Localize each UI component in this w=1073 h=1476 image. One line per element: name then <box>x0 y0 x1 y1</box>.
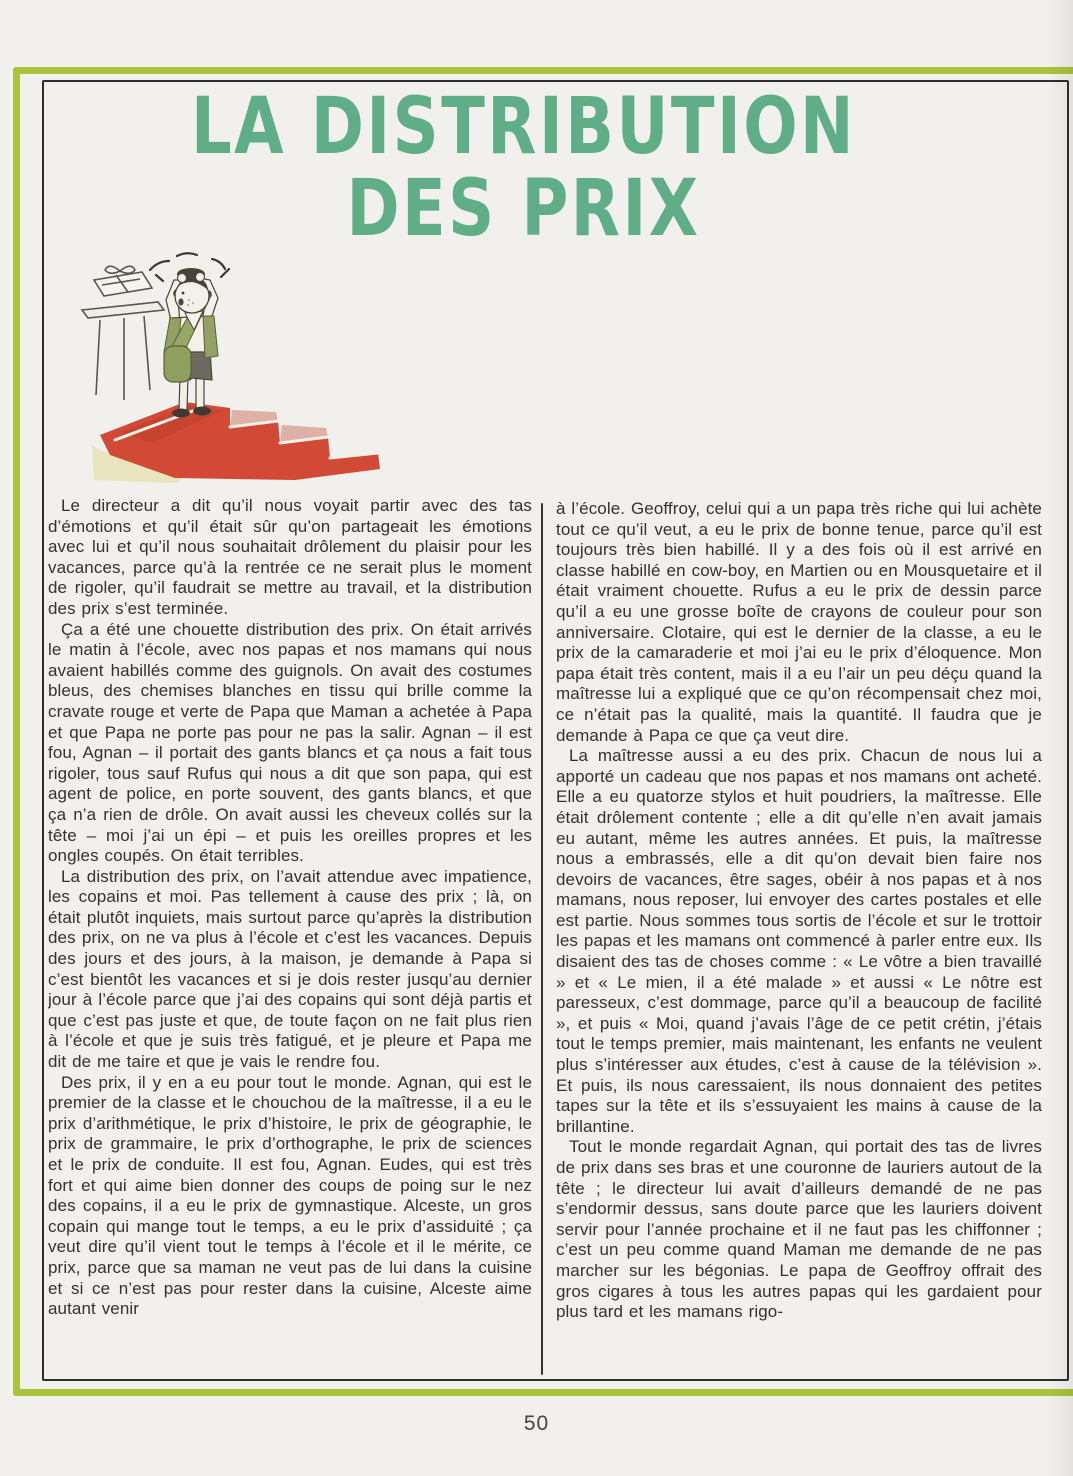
paragraph: Des prix, il y en a eu pour tout le monde. Agnan, qui est le premier de la classe et le chouchou de la maîtresse, il a eu le prix d’arithmétique, le prix d’histoire, le prix de géographie, le prix de grammaire, le prix d’orthographe, le prix de sciences et le prix de conduite. Il est fou, Agnan. Eudes, qui est très fort et qui aime bien donner des coups de poing sur le nez des copains, il a eu le prix de gymnastique. Alceste, un gros copain qui mange tout le temps, a eu le prix d’assiduité ; ça veut dire qu’il vient tout le temps à l’école et il le mérite, ce prix, parce que sa maman ne veut pas de lui dans la cuisine et si ce n’est pas pour rester dans la cuisine, Alceste aime autant venir <box>48 1072 532 1319</box>
column-divider-rule <box>541 503 543 1375</box>
title-line-1: LA DISTRIBUTION <box>190 82 857 172</box>
left-text-column <box>48 496 532 1374</box>
page-title <box>0 82 1047 254</box>
paragraph: La distribution des prix, on l’avait attendue avec impatience, les copains et moi. Pas tellement à cause des prix ; là, on était plutôt inquiets, mais surtout parce qu’après la distribution des prix, on ne va plus à l’école et c’est les vacances. Depuis des jours et des jours, à la maison, je demande à Papa si c’est bientôt les vacances et si je dois rester jusqu’au dernier jour à l’école parce que j’ai des copains qui sont déjà partis et que c’est pas juste et que, de toute façon on ne fait plus rien à l’école et que je suis très fatigué, et je pleure et Papa me dit de me taire et que je vais le rendre fou. <box>48 866 532 1072</box>
page-edge-shadow <box>1047 0 1073 1476</box>
paragraph: La maîtresse aussi a eu des prix. Chacun de nous lui a apporté un cadeau que nos papas et nos mamans ont acheté. Elle a eu quatorze stylos et huit poudriers, la maîtresse. Elle était drôlement contente ; elle a dit qu’elle n’en avait jamais eu autant, même les autres années. Et puis, la maîtresse nous a embrassés, elle a dit qu’on devait bien faire nos devoirs de vacances, être sages, obéir à nos papas et à nos mamans, nous reposer, lui envoyer des cartes postales et elle est partie. Nous sommes tous sortis de l’école et sur le trottoir les papas et les mamans ont commencé à parler entre eux. Ils disaient des tas de choses comme : « Le vôtre a bien travaillé » et « Le mien, il a été malade » et aussi « Le nôtre est paresseux, c’est dommage, parce qu’il a beaucoup de facilité », et puis « Moi, quand j’avais l’âge de ce petit crétin, j’étais tout le temps premier, mais maintenant, les enfants ne veulent plus s’intéresser aux études, c’est à cause de la télévision ». Et puis, ils nous caressaient, ils nous donnaient des petites tapes sur la tête et ils s’essuyaient les mains à cause de la brillantine. <box>556 746 1042 1136</box>
gift-table <box>82 302 164 400</box>
boy-figure <box>150 253 229 417</box>
paragraph: Le directeur a dit qu’il nous voyait partir avec des tas d’émotions et qu’il était sûr qu’on partageait les émotions avec lui et qu’il nous souhaitait drôlement du plaisir pour les vacances, parce qu’à la rentrée ce ne serait plus le moment de rigoler, qu’il faudrait se mettre au travail, et la distribution des prix s’est terminée. <box>48 496 532 618</box>
gift-box <box>94 266 152 296</box>
page-number: 50 <box>523 1412 550 1435</box>
paragraph: Ça a été une chouette distribution des prix. On était arrivés le matin à l’école, avec nos papas et nos mamans qui nous avaient habillés comme des guignols. On avait des costumes bleus, des chemises blanches en tissu qui brille comme la cravate rouge et verte de Papa que Maman a achetée à Papa et que Papa ne porte pas pour ne pas la salir. Agnan – il est fou, Agnan – il portait des gants blancs et ça nous a fait tous rigoler, tous sauf Rufus qui nous a dit que son papa, qui est agent de police, en porte souvent, des gants blancs, et que ça n’a rien de drôle. On avait aussi les cheveux collés sur la tête – moi j’ai un épi – et puis les oreilles propres et les ongles coupés. On était terribles. <box>48 619 532 866</box>
title-line-2: DES PRIX <box>346 164 701 254</box>
paragraph: à l’école. Geoffroy, celui qui a un papa très riche qui lui achète tout ce qu’il veut, a eu le prix de bonne tenue, parce qu’il est toujours très bien habillé. Il y a des fois où il est arrivé en classe habillé en cow-boy, en Martien ou en Mousquetaire et il était vraiment chouette. Rufus a eu le prix de dessin parce qu’il a eu une grosse boîte de crayons de couleur pour son anniversaire. Clotaire, qui est le dernier de la classe, a eu le prix de la camaraderie et moi j’ai eu le prix d’éloquence. Mon papa était très content, mais il a eu l’air un peu déçu quand la maîtresse lui a expliqué que ce qu’on récompensait chez moi, ce n’était pas la qualité, mais la quantité. Il faudra que je demande à Papa ce que ça veut dire. <box>556 499 1042 745</box>
right-text-column <box>556 499 1042 1377</box>
paragraph: Tout le monde regardait Agnan, qui portait des tas de livres de prix dans ses bras et une couronne de lauriers autout de la tête ; le directeur lui avait d’ailleurs demandé de ne pas s’endormir dessus, sans doute parce que les lauriers doivent servir pour l’année prochaine et il ne faut pas les chiffonner ; c’est un peu comme quand Maman me demande de ne pas marcher sur les bégonias. Le papa de Geoffroy offrait des gros cigares à tous les autres papas qui les gardaient pour plus tard et les mamans rigo- <box>556 1137 1042 1322</box>
prize-ceremony-illustration <box>80 250 392 484</box>
